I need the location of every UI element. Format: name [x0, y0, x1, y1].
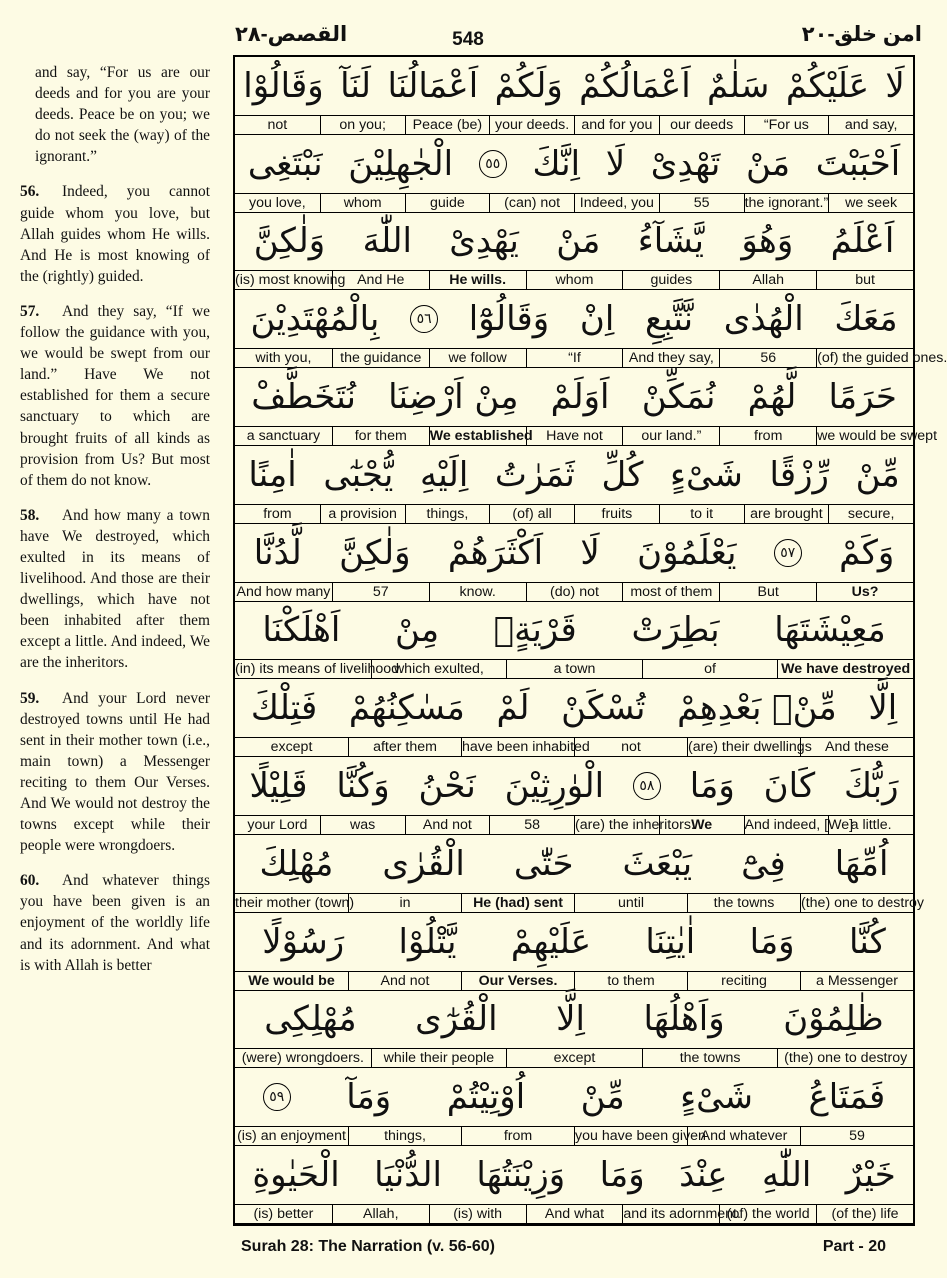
verse-end-marker: ٥٩: [263, 1083, 291, 1111]
gloss-cell: the guidance: [332, 349, 429, 367]
arabic-word: مَعِيْشَتَهَا: [774, 610, 886, 651]
gloss-row: [235, 737, 913, 757]
arabic-word: مُهْلِكَ: [259, 843, 334, 884]
gloss-cell: Allah: [719, 271, 816, 289]
arabic-word: شَىْءٍ: [670, 454, 743, 495]
gloss-cell: (is) most knowing: [235, 272, 346, 289]
gloss-cell: a Messenger: [800, 972, 913, 990]
gloss-row: [235, 582, 913, 602]
arabic-word: الْقُرٰى: [382, 843, 465, 884]
arabic-word: وَمَا: [749, 921, 795, 962]
translation-column: [20, 62, 210, 990]
arabic-word: بَطِرَتْ: [631, 610, 720, 651]
arabic-word: تُسْكَنْ: [561, 688, 646, 729]
arabic-word: اُمِّهَا: [834, 843, 889, 884]
arabic-word: فَمَتَاعُ: [808, 1077, 886, 1118]
arabic-word: مَنْ: [746, 143, 791, 184]
translation-text: And how many a town have We destroyed, which exulted in its means of livelihood. And those are their dwellings, which have not been inhabited after them except a little. And indeed, We are the inheritors.: [20, 506, 210, 672]
gloss-cell: a provision: [320, 505, 405, 523]
arabic-word: ثَمَرٰتُ: [494, 454, 575, 495]
arabic-word: وَمَآ: [346, 1077, 392, 1118]
gloss-cell: guides: [622, 271, 719, 289]
gloss-cell: 57: [332, 583, 429, 601]
gloss-cell: We established: [429, 427, 533, 444]
arabic-word: لَنَآ: [340, 65, 372, 106]
gloss-row: [235, 270, 913, 290]
arabic-word: اَعْلَمُ: [830, 221, 895, 262]
gloss-cell: (of) all: [489, 505, 574, 523]
gloss-cell: (is) an enjoyment: [237, 1128, 346, 1145]
arabic-word: يَّشَآءُ: [637, 221, 704, 262]
gloss-cell: was: [320, 816, 405, 834]
arabic-word: الْحَيٰوةِ: [252, 1155, 340, 1196]
translation-paragraph: [20, 181, 210, 286]
translation-text: And they say, “If we follow the guidance with you, we would be swept from our land.” Have We not established for them a secure sanctuary to which are brought fruits of all kinds as provision from Us? But most of them do not know.: [20, 302, 210, 489]
arabic-verse-line: [235, 757, 913, 815]
gloss-cell: Indeed, you: [574, 194, 659, 212]
arabic-word: اَوَلَمْ: [550, 377, 610, 418]
arabic-word: لَّدُنَّا: [253, 532, 302, 573]
gloss-cell: on you;: [320, 116, 405, 134]
arabic-word: مَعَكَ: [834, 299, 898, 340]
arabic-word: وَكَمْ: [839, 532, 895, 573]
arabic-verse-line: [235, 290, 913, 348]
arabic-word: مِنْ اَرْضِنَا: [388, 377, 519, 418]
gloss-cell: We have destroyed: [777, 660, 913, 678]
gloss-cell: And not: [348, 972, 461, 990]
gloss-cell: most of them: [622, 583, 719, 601]
translation-text: Indeed, you cannot guide whom you love, but Allah guides whom He wills. And He is most knowing of the (rightly) guided.: [20, 183, 210, 285]
arabic-verse-line: [235, 446, 913, 504]
gloss-cell: And indeed, [We]: [744, 816, 854, 833]
gloss-row: [235, 504, 913, 524]
interlinear-row: [235, 913, 913, 991]
gloss-cell: And these: [800, 738, 913, 756]
gloss-cell: (of) the guided ones.: [817, 350, 947, 367]
gloss-cell: (were) wrongdoers.: [241, 1050, 364, 1067]
gloss-cell: things,: [348, 1127, 461, 1145]
gloss-row: [235, 1204, 913, 1224]
arabic-word: عَلَيْهِمْ: [510, 921, 592, 962]
arabic-word: رَسُوْلًا: [262, 921, 345, 962]
gloss-cell: of: [642, 660, 778, 678]
verse-end-marker: ٥٨: [633, 772, 661, 800]
interlinear-row: [235, 835, 925, 913]
arabic-word: لَمْ: [496, 688, 530, 729]
gloss-cell: Peace (be): [405, 116, 490, 134]
interlinear-row: [235, 1146, 913, 1224]
verse-number: 59.: [20, 689, 40, 707]
gloss-cell: And He: [332, 271, 429, 289]
arabic-verse-line: [235, 679, 913, 737]
arabic-word: الْهُدٰى: [723, 299, 804, 340]
gloss-cell: a little.: [828, 816, 913, 834]
arabic-word: خَيْرٌ: [845, 1155, 896, 1196]
gloss-cell: (in) its means of livelihood.: [235, 661, 403, 678]
gloss-cell: from: [719, 427, 816, 445]
gloss-cell: (do) not: [526, 583, 623, 601]
gloss-cell: “If: [526, 349, 623, 367]
arabic-word: وَكُنَّا: [336, 766, 390, 807]
verse-end-marker: ٥٥: [479, 150, 507, 178]
gloss-row: [235, 893, 925, 913]
arabic-verse-line: [235, 913, 913, 971]
arabic-word: فِىْٓ: [741, 843, 786, 884]
gloss-cell: the ignorant.”: [744, 194, 829, 211]
interlinear-row: [235, 679, 913, 757]
gloss-cell: not: [267, 116, 288, 133]
interlinear-row: [235, 991, 913, 1069]
gloss-cell: a town: [506, 660, 642, 678]
footer-part: Part - 20: [822, 1238, 886, 1255]
arabic-word: وَقَالُوْا: [243, 65, 324, 106]
arabic-word: قَرْيَةٍۢ: [493, 610, 577, 651]
gloss-cell: (of the) life: [816, 1205, 913, 1223]
gloss-cell: the towns: [687, 894, 800, 912]
arabic-word: اَعْمَالُنَا: [387, 65, 479, 106]
arabic-word: رَبُّكَ: [844, 766, 899, 807]
arabic-word: كَانَ: [763, 766, 816, 807]
verse-end-marker: ٥٦: [410, 305, 438, 333]
arabic-word: اٰيٰتِنَا: [645, 921, 696, 962]
arabic-word: قَلِيْلًا: [249, 766, 308, 807]
arabic-verse-line: [235, 835, 913, 893]
arabic-word: يُّجْبٰٓى: [323, 454, 394, 495]
arabic-word: نُتَخَطَّفْ: [251, 377, 356, 418]
part-title-arabic: امن خلق-٢٠: [801, 23, 922, 46]
gloss-cell: guide: [405, 194, 490, 212]
arabic-word: وَهُوَ: [741, 221, 794, 262]
gloss-cell: you have been given: [575, 1128, 706, 1145]
gloss-cell: 56: [719, 349, 816, 367]
arabic-verse-line: [235, 213, 913, 271]
gloss-cell: in: [348, 894, 461, 912]
arabic-word: اَعْمَالُكُمْ: [579, 65, 691, 106]
arabic-word: اَهْلَكْنَا: [262, 610, 341, 651]
interlinear-row: [235, 57, 913, 135]
arabic-word: وَزِيْنَتُهَا: [476, 1155, 566, 1196]
gloss-cell: after them: [348, 738, 461, 756]
interlinear-row: [235, 1068, 913, 1146]
gloss-cell: while their people: [371, 1049, 507, 1067]
gloss-cell: whom: [526, 271, 623, 289]
interlinear-row: [235, 446, 913, 524]
gloss-cell: And not: [405, 816, 490, 834]
gloss-cell: (is) with: [429, 1205, 526, 1223]
arabic-word: وَقَالُوْٓا: [468, 299, 550, 340]
gloss-cell: their mother (town): [235, 894, 355, 911]
translation-paragraph: [20, 301, 210, 491]
translation-text: and say, “For us are our deeds and for you are your deeds. Peace be on you; we do not seek the (way) of the ignorant.”: [35, 64, 210, 166]
arabic-word: كُلِّ: [601, 454, 644, 495]
translation-paragraph: [20, 505, 210, 674]
gloss-row: [235, 1126, 913, 1146]
gloss-cell: the towns: [642, 1049, 778, 1067]
gloss-cell: (the) one to destroy: [801, 894, 925, 911]
arabic-word: تَهْدِىْ: [650, 143, 721, 184]
gloss-cell: and for you: [574, 116, 659, 134]
gloss-cell: you love,: [248, 194, 306, 211]
arabic-word: اَحْبَبْتَ: [815, 143, 901, 184]
arabic-word: مِّنْ: [580, 1077, 625, 1118]
arabic-verse-line: [235, 368, 913, 426]
verse-number: 58.: [20, 506, 40, 524]
arabic-word: حَرَمًا: [828, 377, 897, 418]
translation-paragraph: [20, 870, 210, 975]
gloss-cell: Have not: [526, 427, 623, 445]
arabic-word: يَّتْلُوْا: [398, 921, 457, 962]
gloss-cell: (are) their dwellings: [688, 739, 812, 756]
gloss-cell: secure,: [828, 505, 913, 523]
gloss-cell: He (had) sent: [461, 894, 574, 912]
arabic-word: مُهْلِكِى: [264, 999, 357, 1040]
arabic-word: لَّهُمْ: [747, 377, 797, 418]
arabic-word: اِلَيْهِ: [419, 454, 469, 495]
arabic-word: كُنَّا: [849, 921, 886, 962]
arabic-word: الْجٰهِلِيْنَ: [348, 143, 454, 184]
arabic-verse-line: [235, 524, 913, 582]
gloss-cell: And they say,: [622, 349, 719, 367]
gloss-cell: fruits: [574, 505, 659, 523]
gloss-cell: And how many: [236, 583, 331, 600]
gloss-cell: to it: [659, 505, 744, 523]
footer-surah: Surah 28: The Narration (v. 56-60): [241, 1238, 495, 1255]
gloss-cell: and say,: [828, 116, 913, 134]
gloss-row: [235, 426, 938, 446]
arabic-word: اللّٰهَ: [362, 221, 412, 262]
arabic-word: وَلَكُمْ: [494, 65, 563, 106]
interlinear-row: [235, 757, 913, 835]
arabic-word: اِنْ: [579, 299, 615, 340]
arabic-word: يَعْلَمُوْنَ: [637, 532, 737, 573]
gloss-cell: Us?: [816, 583, 913, 601]
gloss-cell: He wills.: [429, 271, 526, 289]
arabic-word: وَمَا: [599, 1155, 645, 1196]
arabic-word: الدُّنْيَا: [374, 1155, 442, 1196]
arabic-word: وَلٰكِنَّ: [339, 532, 411, 573]
arabic-word: الْوٰرِثِيْنَ: [504, 766, 605, 807]
verse-end-marker: ٥٧: [774, 539, 802, 567]
arabic-word: فَتِلْكَ: [250, 688, 318, 729]
arabic-verse-line: [235, 1068, 913, 1126]
gloss-cell: we follow: [429, 349, 526, 367]
arabic-word: مِنْ: [394, 610, 440, 651]
gloss-cell: your Lord: [247, 816, 308, 833]
gloss-cell: a sanctuary: [246, 427, 321, 444]
arabic-word: بِالْمُهْتَدِيْنَ: [250, 299, 380, 340]
gloss-cell: know.: [429, 583, 526, 601]
arabic-word: لَا: [605, 143, 626, 184]
gloss-cell: things,: [405, 505, 490, 523]
arabic-word: عِنْدَ: [679, 1155, 728, 1196]
arabic-word: مِّنْۢ بَعْدِهِمْ: [677, 688, 837, 729]
gloss-cell: (is) better: [253, 1205, 314, 1222]
arabic-word: وَاَهْلُهَا: [643, 999, 725, 1040]
gloss-row: [235, 659, 913, 679]
arabic-word: لَا: [580, 532, 600, 573]
gloss-cell: (can) not: [489, 194, 574, 212]
arabic-word: سَلٰمٌ: [707, 65, 770, 106]
gloss-cell: We would be: [248, 972, 335, 989]
verse-number: 56.: [20, 183, 40, 201]
translation-text: And whatever things you have been given is an enjoyment of the worldly life and its adornment. And what is with Allah is better: [20, 872, 210, 974]
arabic-word: نَّتَّبِعِ: [644, 299, 694, 340]
gloss-cell: 55: [659, 194, 744, 212]
arabic-word: وَمَا: [689, 766, 735, 807]
arabic-word: مَسٰكِنُهُمْ: [348, 688, 465, 729]
gloss-cell: for them: [332, 427, 429, 445]
arabic-word: اِلَّا: [868, 688, 898, 729]
gloss-row: [235, 348, 947, 368]
gloss-row: [235, 193, 913, 213]
arabic-word: حَتّٰى: [513, 843, 574, 884]
gloss-cell: We: [659, 816, 744, 834]
gloss-cell: we would be swept: [817, 427, 938, 444]
arabic-word: ظٰلِمُوْنَ: [783, 999, 884, 1040]
gloss-cell: Allah,: [332, 1205, 429, 1223]
arabic-word: نَحْنُ: [418, 766, 476, 807]
interlinear-row: [235, 368, 938, 446]
arabic-word: اٰمِنًا: [248, 454, 297, 495]
gloss-cell: reciting: [687, 972, 800, 990]
interlinear-row: [235, 213, 913, 291]
gloss-cell: are brought: [744, 505, 829, 523]
gloss-row: [235, 815, 913, 835]
gloss-row: [235, 1048, 913, 1068]
arabic-word: نَبْتَغِى: [247, 143, 323, 184]
gloss-cell: Our Verses.: [461, 972, 574, 990]
gloss-cell: have been inhabited: [462, 739, 590, 756]
gloss-cell: from: [461, 1127, 574, 1145]
arabic-word: يَبْعَثَ: [622, 843, 693, 884]
gloss-row: [235, 971, 913, 991]
translation-paragraph: [20, 62, 210, 167]
arabic-word: مِّنْ: [855, 454, 900, 495]
arabic-word: اِلَّا: [556, 999, 585, 1040]
gloss-cell: (are) the inheritors.: [575, 816, 695, 833]
arabic-word: اِنَّكَ: [532, 143, 581, 184]
arabic-verse-line: [235, 991, 913, 1049]
gloss-cell: to them: [574, 972, 687, 990]
gloss-cell: we seek: [828, 194, 913, 212]
gloss-cell: (the) one to destroy: [777, 1049, 913, 1067]
arabic-word: الْقُرٰٓى: [415, 999, 498, 1040]
gloss-cell: your deeds.: [489, 116, 574, 134]
arabic-word: لَا: [885, 65, 905, 106]
gloss-cell: our land.”: [622, 427, 719, 445]
interlinear-row: [235, 135, 913, 213]
gloss-cell: and its adornment.: [623, 1205, 741, 1222]
gloss-cell: whom: [320, 194, 405, 212]
gloss-cell: “For us: [744, 116, 829, 134]
arabic-word: رِّزْقًا: [769, 454, 829, 495]
gloss-cell: our deeds: [659, 116, 744, 134]
gloss-cell: except: [270, 739, 313, 756]
gloss-cell: And whatever: [687, 1127, 800, 1145]
interlinear-grid: [233, 55, 947, 1226]
gloss-cell: And what: [526, 1205, 623, 1223]
gloss-cell: not: [574, 738, 687, 756]
arabic-word: شَىْءٍ: [680, 1077, 753, 1118]
arabic-word: عَلَيْكُمْ: [785, 65, 870, 106]
arabic-word: اُوْتِيْتُمْ: [446, 1077, 526, 1118]
gloss-cell: 58: [489, 816, 574, 834]
arabic-verse-line: [235, 602, 913, 660]
gloss-cell: but: [816, 271, 913, 289]
gloss-cell: But: [719, 583, 816, 601]
interlinear-row: [235, 524, 913, 602]
interlinear-row: [235, 290, 947, 368]
gloss-cell: until: [574, 894, 687, 912]
page-number: 548: [452, 29, 484, 50]
interlinear-row: [235, 602, 913, 680]
arabic-word: مَنْ: [556, 221, 601, 262]
arabic-word: نُمَكِّنْ: [641, 377, 716, 418]
gloss-cell: which exulted,: [371, 660, 507, 678]
gloss-cell: (of) the world: [719, 1205, 816, 1223]
arabic-verse-line: [235, 1146, 913, 1204]
surah-title-arabic: القصص-٢٨: [235, 23, 348, 46]
verse-number: 60.: [20, 872, 40, 890]
gloss-cell: except: [506, 1049, 642, 1067]
gloss-cell: 59: [800, 1127, 913, 1145]
arabic-word: اَكْثَرَهُمْ: [447, 532, 544, 573]
gloss-cell: with you,: [255, 350, 312, 367]
arabic-word: اللّٰهِ: [761, 1155, 812, 1196]
gloss-row: [235, 115, 913, 135]
translation-text: And your Lord never destroyed towns until He had sent in their mother town (i.e., main town) a Messenger reciting to them Our Verses. And We would not destroy the towns except while their people were wrongdoers.: [20, 689, 210, 855]
arabic-verse-line: [235, 135, 913, 193]
arabic-word: وَلٰكِنَّ: [253, 221, 326, 262]
arabic-word: يَهْدِىْ: [449, 221, 519, 262]
gloss-cell: from: [263, 505, 292, 522]
arabic-verse-line: [235, 57, 913, 115]
translation-paragraph: [20, 688, 210, 857]
verse-number: 57.: [20, 302, 40, 320]
